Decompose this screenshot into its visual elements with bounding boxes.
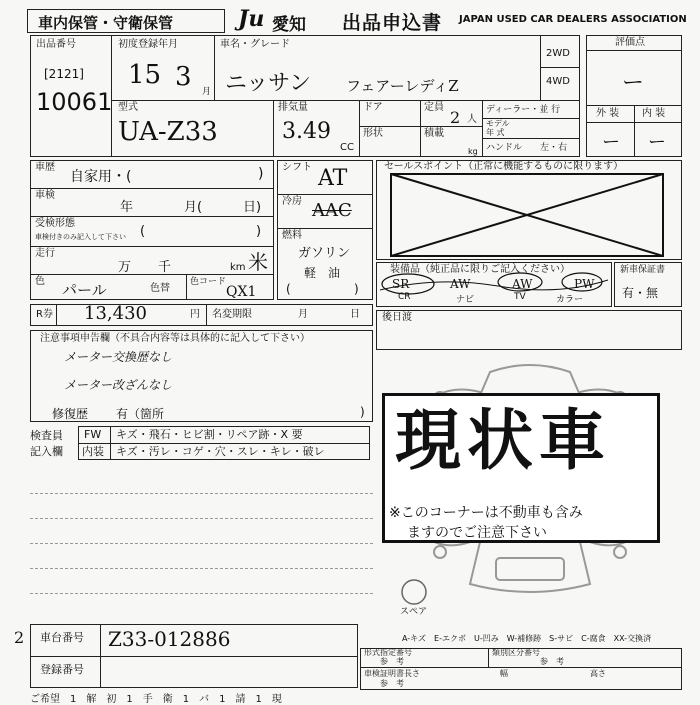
inspector-interior-items: キズ・汚レ・コゲ・穴・スレ・キレ・破レ [116,445,325,458]
equipment-label: 装備品（純正品に限りご記入ください） [390,264,570,275]
warranty-options: 有・無 [622,286,659,300]
equipment-item-sr: SR [392,277,410,291]
inspector-fw-items: キズ・飛石・ヒビ割・リペア跡・X 要 [116,428,303,441]
association-name: JAPAN USED CAR DEALERS ASSOCIATION [459,14,687,25]
first-registration-month: 3 [175,62,192,92]
fuel-open: ( [286,282,291,296]
class-label: 類別区分番号 [492,648,540,657]
car-maker: ニッサン [225,71,312,96]
received-note: 車検付きのみ記入して下さい [35,233,126,241]
repair-history-close: ) [360,405,365,419]
lot-number-label: 出品番号 [36,39,76,50]
type-ref-label: 参 考 [380,657,404,666]
selling-points-label: セールスポイント（正常に機能するものに限ります） [384,161,624,172]
ac-value: AAC [312,200,352,221]
mileage-sen: 千 [158,260,172,275]
shift-label: シフト [282,162,312,173]
equipment-sub-tv: TV [514,292,526,302]
equipment-item-aw-1: AW [450,277,471,291]
mileage-man: 万 [118,260,132,275]
equipment-scribble [378,266,610,302]
door-label: ドア [363,102,383,113]
spare-tire-label: スペア [400,607,428,617]
region-name: 愛知 [272,15,306,35]
height-label: 高さ [590,669,606,678]
exterior-value: ー [602,132,620,153]
chassis-label: 車台番号 [40,631,84,644]
inspection-label: 車検 [35,190,55,201]
ju-logo-mark: Ju [238,6,265,32]
month-unit: 月 [202,87,212,97]
exterior-label: 外 装 [596,108,620,119]
shape-label: 形状 [363,128,383,139]
capacity-label: 定員 [424,102,444,113]
handle-options: 左・右 [540,143,568,153]
later-delivery-block [376,310,682,350]
as-is-stamp [382,393,660,543]
mileage-mark: 米 [248,250,268,274]
car-history-label: 車歴 [35,162,55,173]
registration-label: 登録番号 [40,663,84,676]
capacity-unit: 人 [467,114,477,125]
displacement-value: 3.49 [282,119,331,144]
drive-2wd: 2WD [546,48,570,59]
color-label: 色 [35,276,45,287]
rating-label: 評価点 [615,37,645,48]
bottom-strip: ご希望 1 解 初 1 手 衛 1 バ 1 請 1 現 [30,694,282,705]
as-is-stamp-note-2: ますのでご注意下さい [407,525,547,541]
repair-history-value: 有（箇所 [116,407,165,421]
color-code-value: QX1 [226,284,257,300]
received-close: ) [256,224,262,239]
damage-legend: A-キズ E-エクボ U-凹み W-補修跡 S-サビ C-腐食 XX-交換済 [402,634,652,643]
equipment-item-pw: PW [574,277,595,291]
name-change-label: 名変期限 [212,309,252,320]
rating-value: ー [622,71,645,96]
name-change-month: 月 [298,309,308,320]
notice-label: 注意事項申告欄（不具合内容等は具体的に記入して下さい） [40,333,310,344]
model-label: 型式 [118,102,138,113]
inspector-label-bottom: 記入欄 [30,445,63,458]
load-label: 積載 [424,128,444,139]
as-is-stamp-note-1: ※このコーナーは不動車も含み [389,505,583,521]
type-designation-label: 形式指定番号 [364,648,412,657]
fuel-gasoline: ガソリン [298,246,351,261]
car-history-value: 自家用・( [70,169,132,185]
displacement-label: 排気量 [278,102,308,113]
chassis-value: Z33-012886 [108,627,231,651]
lot-code: [2121] [44,67,84,81]
first-registration-label: 初度登録年月 [118,39,178,50]
capacity-value: 2 [450,108,461,127]
inspector-fw-label: FW [84,428,102,441]
car-grade: フェアーレディZ [346,77,459,95]
mileage-unit: km [230,262,246,273]
equipment-sub-cr: CR [398,292,411,302]
handle-label: ハンドル [486,143,523,153]
cert-ref-label: 参 考 [380,679,404,688]
equipment-sub-navi: ナビ [456,295,475,305]
notice-line-2: メーター改ざんなし [64,378,173,392]
drive-4wd: 4WD [546,76,570,87]
fuel-diesel: 軽 油 [304,266,341,280]
inspector-interior-label: 内装 [82,445,104,458]
color-change-label: 色替 [150,283,170,294]
name-change-day: 日 [350,309,360,320]
equipment-sub-color: カラー [556,295,584,305]
mileage-label: 走行 [35,248,55,259]
form-title: 出品申込書 [342,12,443,34]
dealer-label: ディーラー・並 行 [486,105,561,115]
color-code-label: 色コード [190,277,227,287]
fuel-label: 燃料 [282,230,302,241]
model-year-sub: 年 式 [486,128,505,137]
warranty-label: 新車保証書 [620,265,666,275]
received-label: 受検形態 [35,218,75,229]
notice-line-1: メーター交換歴なし [64,350,173,364]
load-unit: kg [468,147,478,156]
received-open: ( [140,224,146,239]
model-value: UA-Z33 [118,117,218,147]
r-ticket-label: R券 [36,309,53,320]
model-year-label: モデル [486,119,510,128]
width-label: 幅 [500,669,508,678]
r-ticket-value: 13,430 [84,303,147,324]
storage-stamp-box [27,9,225,33]
color-value: パール [62,281,107,299]
cert-label: 車検証明書 [364,669,404,678]
repair-history-label: 修復歴 [52,407,89,421]
selling-points-cross-out [390,172,666,258]
name-grade-label: 車名・グレード [220,39,290,50]
shift-value: AT [318,166,348,191]
storage-stamp: 車内保管・守衛保管 [38,14,174,32]
first-registration-year: 15 [128,60,162,90]
inspection-day: 日) [243,200,262,215]
cc-unit: CC [340,142,354,153]
length-label: 長さ [404,669,420,678]
car-history-close: ) [258,166,264,182]
inspector-label-top: 検査員 [30,429,63,442]
inspection-year: 年 [120,200,134,215]
equipment-item-aw-2: AW [512,277,533,291]
later-delivery-label: 後日渡 [382,312,412,323]
r-ticket-unit: 円 [190,309,200,320]
ac-label: 冷房 [282,196,302,207]
r-ticket-block [30,304,373,326]
fuel-close: ) [354,282,359,296]
interior-value: ー [648,132,666,153]
lot-number: 10061 [36,88,113,116]
inspection-month: 月( [184,200,203,215]
class-ref-label: 参 考 [540,657,564,666]
side-mark: 2 [14,628,25,647]
interior-label: 内 装 [642,108,666,119]
as-is-stamp-title: 現状車 [395,401,611,479]
